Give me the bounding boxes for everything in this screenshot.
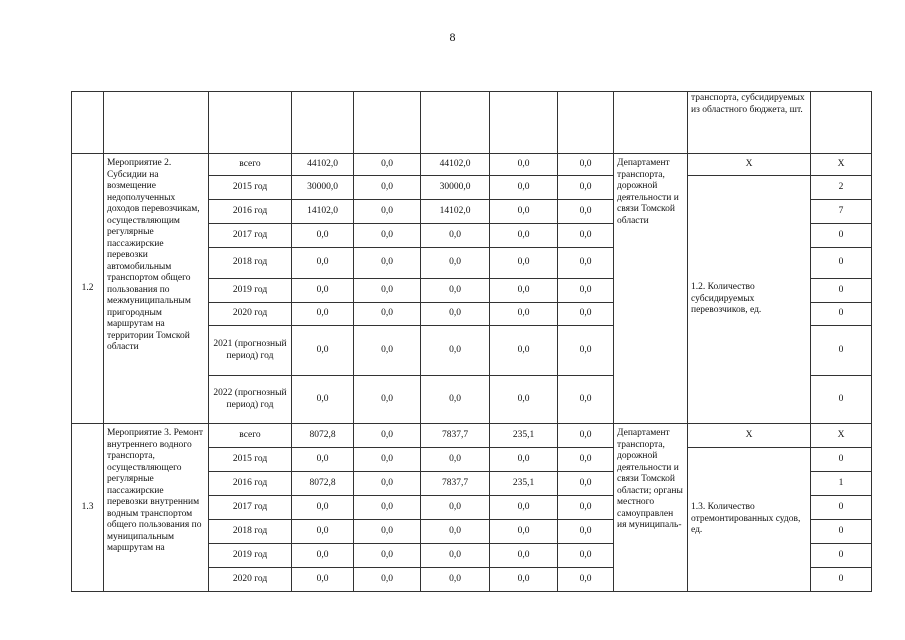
total-cell: 0,0 <box>292 376 354 424</box>
total-cell: 0,0 <box>292 326 354 376</box>
federal-cell: 0,0 <box>354 496 421 520</box>
cell <box>104 92 209 154</box>
regional-cell: 44102,0 <box>421 154 490 176</box>
regional-cell: 0,0 <box>421 496 490 520</box>
section-number: 1.2 <box>72 154 104 424</box>
federal-cell: 0,0 <box>354 376 421 424</box>
value-cell: 0 <box>811 326 872 376</box>
indicator-total: X <box>688 154 811 176</box>
period-cell: 2017 год <box>209 224 292 248</box>
period-cell: всего <box>209 424 292 448</box>
local-cell: 0,0 <box>490 544 558 568</box>
table-row <box>72 424 872 448</box>
cell <box>490 92 558 154</box>
total-cell: 0,0 <box>292 544 354 568</box>
value-cell: 0 <box>811 544 872 568</box>
period-cell: 2016 год <box>209 472 292 496</box>
other-cell: 0,0 <box>558 279 614 303</box>
activity-description: Мероприятие 2. Субсидии на возмещение недополученных доходов перевозчикам, осуществляющим регулярные пассажирские перевозки автомобильным транспортом общего пользования по межмуниципальным пригородным маршрутам на территории Томской области <box>104 154 209 424</box>
local-cell: 0,0 <box>490 568 558 592</box>
period-cell: всего <box>209 154 292 176</box>
executor: Департамент транспорта, дорожной деятельности и связи Томской области <box>614 154 688 424</box>
period-cell: 2015 год <box>209 448 292 472</box>
indicator-total: X <box>688 424 811 448</box>
cell <box>292 92 354 154</box>
period-cell: 2016 год <box>209 200 292 224</box>
total-cell: 30000,0 <box>292 176 354 200</box>
total-cell: 0,0 <box>292 520 354 544</box>
other-cell: 0,0 <box>558 176 614 200</box>
other-cell: 0,0 <box>558 520 614 544</box>
federal-cell: 0,0 <box>354 448 421 472</box>
local-cell: 0,0 <box>490 326 558 376</box>
cell <box>354 92 421 154</box>
other-cell: 0,0 <box>558 376 614 424</box>
total-cell: 0,0 <box>292 224 354 248</box>
activity-description: Мероприятие 3. Ремонт внутреннего водного транспорта, осуществляющего регулярные пассажирские перевозки внутренним водным транспортом общего пользования по муниципальным маршрутам на <box>104 424 209 592</box>
federal-cell: 0,0 <box>354 472 421 496</box>
federal-cell: 0,0 <box>354 224 421 248</box>
other-cell: 0,0 <box>558 544 614 568</box>
period-cell: 2017 год <box>209 496 292 520</box>
total-cell: 44102,0 <box>292 154 354 176</box>
regional-cell: 0,0 <box>421 520 490 544</box>
indicator-text-continued: транспорта, субсидируемых из областного бюджета, шт. <box>688 92 811 154</box>
value-cell: 0 <box>811 448 872 472</box>
other-cell: 0,0 <box>558 248 614 279</box>
other-cell: 0,0 <box>558 568 614 592</box>
cell <box>209 92 292 154</box>
value-cell: X <box>811 154 872 176</box>
local-cell: 235,1 <box>490 424 558 448</box>
indicator-name: 1.3. Количество отремонтированных судов, ед. <box>688 448 811 592</box>
local-cell: 0,0 <box>490 154 558 176</box>
total-cell: 0,0 <box>292 568 354 592</box>
other-cell: 0,0 <box>558 326 614 376</box>
regional-cell: 0,0 <box>421 279 490 303</box>
regional-cell: 30000,0 <box>421 176 490 200</box>
regional-cell: 0,0 <box>421 448 490 472</box>
local-cell: 0,0 <box>490 303 558 326</box>
value-cell: 2 <box>811 176 872 200</box>
cell <box>72 92 104 154</box>
total-cell: 8072,8 <box>292 424 354 448</box>
period-cell: 2022 (прогнозный период) год <box>209 376 292 424</box>
local-cell: 0,0 <box>490 448 558 472</box>
regional-cell: 0,0 <box>421 568 490 592</box>
value-cell: X <box>811 424 872 448</box>
regional-cell: 14102,0 <box>421 200 490 224</box>
other-cell: 0,0 <box>558 200 614 224</box>
other-cell: 0,0 <box>558 303 614 326</box>
federal-cell: 0,0 <box>354 154 421 176</box>
federal-cell: 0,0 <box>354 279 421 303</box>
federal-cell: 0,0 <box>354 520 421 544</box>
period-cell: 2020 год <box>209 303 292 326</box>
value-cell: 0 <box>811 496 872 520</box>
federal-cell: 0,0 <box>354 176 421 200</box>
cell <box>421 92 490 154</box>
period-cell: 2015 год <box>209 176 292 200</box>
regional-cell: 0,0 <box>421 248 490 279</box>
other-cell: 0,0 <box>558 224 614 248</box>
federal-cell: 0,0 <box>354 568 421 592</box>
period-cell: 2018 год <box>209 248 292 279</box>
period-cell: 2020 год <box>209 568 292 592</box>
cell <box>614 92 688 154</box>
federal-cell: 0,0 <box>354 424 421 448</box>
value-cell: 0 <box>811 303 872 326</box>
period-cell: 2019 год <box>209 544 292 568</box>
local-cell: 0,0 <box>490 376 558 424</box>
value-cell: 1 <box>811 472 872 496</box>
federal-cell: 0,0 <box>354 303 421 326</box>
regional-cell: 0,0 <box>421 224 490 248</box>
budget-table <box>71 91 872 592</box>
federal-cell: 0,0 <box>354 326 421 376</box>
federal-cell: 0,0 <box>354 544 421 568</box>
table-row <box>72 154 872 176</box>
indicator-name: 1.2. Количество субсидируемых перевозчиков, ед. <box>688 176 811 424</box>
federal-cell: 0,0 <box>354 248 421 279</box>
total-cell: 0,0 <box>292 303 354 326</box>
page-number: 8 <box>449 30 456 44</box>
other-cell: 0,0 <box>558 496 614 520</box>
regional-cell: 0,0 <box>421 326 490 376</box>
value-cell: 0 <box>811 376 872 424</box>
total-cell: 0,0 <box>292 279 354 303</box>
local-cell: 0,0 <box>490 224 558 248</box>
value-cell: 0 <box>811 279 872 303</box>
total-cell: 14102,0 <box>292 200 354 224</box>
total-cell: 0,0 <box>292 496 354 520</box>
value-cell: 0 <box>811 248 872 279</box>
value-cell: 0 <box>811 224 872 248</box>
local-cell: 0,0 <box>490 520 558 544</box>
period-cell: 2019 год <box>209 279 292 303</box>
value-cell: 7 <box>811 200 872 224</box>
cell <box>558 92 614 154</box>
local-cell: 0,0 <box>490 248 558 279</box>
regional-cell: 7837,7 <box>421 424 490 448</box>
section-number: 1.3 <box>72 424 104 592</box>
other-cell: 0,0 <box>558 424 614 448</box>
period-cell: 2018 год <box>209 520 292 544</box>
total-cell: 8072,8 <box>292 472 354 496</box>
federal-cell: 0,0 <box>354 200 421 224</box>
local-cell: 0,0 <box>490 176 558 200</box>
executor: Департамент транспорта, дорожной деятельности и связи Томской области; органы местного самоуправлен ия муниципаль- <box>614 424 688 592</box>
regional-cell: 0,0 <box>421 376 490 424</box>
total-cell: 0,0 <box>292 248 354 279</box>
value-cell: 0 <box>811 520 872 544</box>
local-cell: 0,0 <box>490 279 558 303</box>
header-continuation-row <box>72 92 872 154</box>
period-cell: 2021 (прогнозный период) год <box>209 326 292 376</box>
regional-cell: 7837,7 <box>421 472 490 496</box>
regional-cell: 0,0 <box>421 544 490 568</box>
other-cell: 0,0 <box>558 154 614 176</box>
other-cell: 0,0 <box>558 448 614 472</box>
local-cell: 0,0 <box>490 200 558 224</box>
local-cell: 0,0 <box>490 496 558 520</box>
other-cell: 0,0 <box>558 472 614 496</box>
regional-cell: 0,0 <box>421 303 490 326</box>
total-cell: 0,0 <box>292 448 354 472</box>
local-cell: 235,1 <box>490 472 558 496</box>
cell <box>811 92 872 154</box>
value-cell: 0 <box>811 568 872 592</box>
